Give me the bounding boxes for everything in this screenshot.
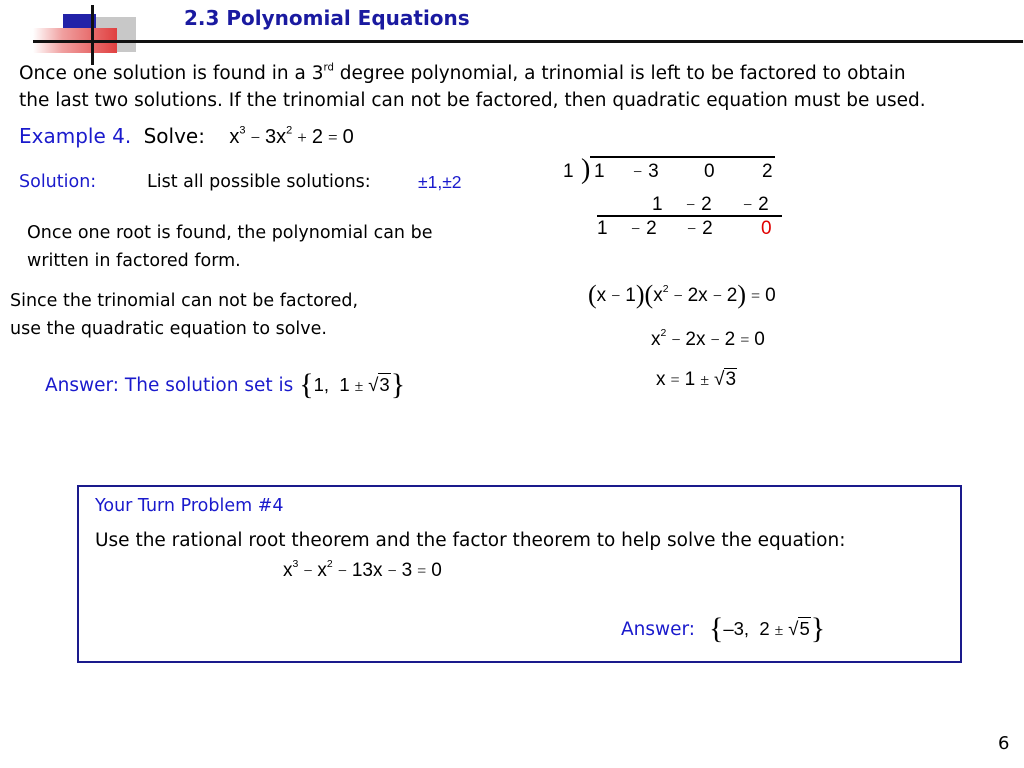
example-label: Example 4. — [19, 124, 132, 148]
note-trinomial-2: use the quadratic equation to solve. — [10, 319, 327, 339]
result-equation: x = 1 ± √3 — [656, 369, 737, 390]
sd-row1-c1: 1 — [594, 161, 605, 182]
solution-list-text: List all possible solutions: — [147, 172, 371, 192]
your-turn-title: Your Turn Problem #4 — [95, 496, 284, 516]
factored-equation: $(x - 1)(x^2 - 2x - 2) = 0$ — [588, 280, 776, 309]
sd-row2-c1: 1 — [652, 194, 663, 215]
your-turn-answer — [621, 612, 825, 646]
your-turn-answer-set: {–3, 2 ± √5} — [708, 612, 826, 645]
header-decoration-vertical-line — [91, 5, 94, 65]
sd-row2-c2: − 2 — [686, 194, 712, 215]
answer-set-second: 1 — [339, 374, 350, 395]
header-rule — [33, 40, 1023, 43]
note-root-found-2: written in factored form. — [27, 251, 241, 271]
answer-set: {1, 1 ± √3} — [299, 368, 406, 401]
your-turn-equation: $x^3 - x^2 - 13x - 3 = 0$ — [283, 559, 442, 581]
your-turn-instruction: Use the rational root theorem and the factor theorem to help solve the equation: — [95, 530, 846, 551]
answer-line — [45, 368, 405, 402]
note-trinomial-1: Since the trinomial can not be factored, — [10, 291, 359, 311]
answer-radicand: 3 — [379, 374, 390, 395]
intro-text-a: Once one solution is found in a 3 — [19, 63, 324, 84]
quadratic-equation: $x^2 - 2x - 2 = 0$ — [651, 328, 765, 350]
answer-label: Answer: The solution set is — [45, 375, 294, 396]
slide-title: 2.3 Polynomial Equations — [184, 6, 470, 30]
sd-row1-c4: 2 — [762, 161, 773, 182]
example-heading — [19, 124, 354, 149]
solution-label: Solution: — [19, 172, 97, 192]
your-turn-answer-label: Answer: — [621, 619, 696, 640]
sd-row1-c2: − 3 — [633, 161, 659, 182]
sd-row3-c1: 1 — [597, 218, 608, 239]
example-equation: $x^3 - 3x^2 + 2 = 0$ — [229, 124, 354, 148]
sd-row1-c3: 0 — [704, 161, 715, 182]
sd-row3-c3: − 2 — [687, 218, 713, 239]
sd-row2-c3: − 2 — [743, 194, 769, 215]
synthetic-top-rule — [590, 156, 775, 158]
solution-candidates: ±1,±2 — [418, 172, 462, 192]
synthetic-division-bracket: ) — [581, 154, 591, 185]
sqrt-symbol: √3 — [368, 374, 390, 395]
solve-label: Solve: — [143, 124, 205, 148]
synthetic-divisor: 1 — [563, 161, 574, 182]
sd-remainder: 0 — [761, 218, 772, 239]
page-number: 6 — [998, 733, 1010, 754]
sd-row3-c2: − 2 — [631, 218, 657, 239]
synthetic-sum-rule — [597, 215, 782, 217]
note-root-found-1: Once one root is found, the polynomial can be — [27, 223, 433, 243]
answer-set-first: 1, — [313, 374, 330, 395]
intro-text-b: degree polynomial, a trinomial is left to be factored to obtain — [333, 63, 906, 84]
intro-line-2: the last two solutions. If the trinomial can not be factored, then quadratic equation must be used. — [19, 90, 926, 111]
intro-superscript: rd — [323, 62, 334, 74]
intro-line-1 — [19, 63, 906, 84]
